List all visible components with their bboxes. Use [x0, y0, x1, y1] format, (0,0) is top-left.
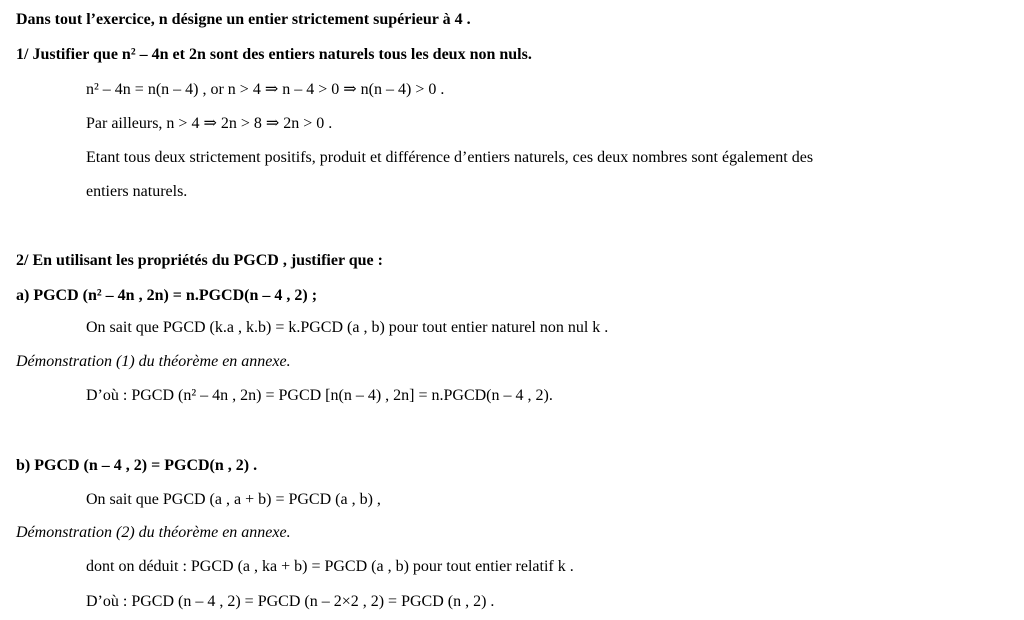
q1-line-3: Etant tous deux strictement positifs, produit et différence d’entiers naturels, ces deux nombres sont également des: [86, 149, 814, 166]
q2a-demo-note: Démonstration (1) du théorème en annexe.: [16, 353, 291, 370]
q2b-line-2: dont on déduit : PGCD (a , ka + b) = PGCD (a , b) pour tout entier relatif k .: [86, 558, 574, 575]
q2b-title: b) PGCD (n – 4 , 2) = PGCD(n , 2) .: [16, 457, 258, 474]
q1-line-2: Par ailleurs, n > 4 ⇒ 2n > 8 ⇒ 2n > 0 .: [86, 115, 333, 132]
question-2-title: 2/ En utilisant les propriétés du PGCD , justifier que :: [16, 252, 383, 269]
exercise-intro: Dans tout l’exercice, n désigne un entier strictement supérieur à 4 .: [16, 11, 471, 28]
q1-line-4: entiers naturels.: [86, 183, 188, 200]
q2b-line-3: D’où : PGCD (n – 4 , 2) = PGCD (n – 2×2 , 2) = PGCD (n , 2) .: [86, 593, 495, 610]
question-1-title: 1/ Justifier que n² – 4n et 2n sont des entiers naturels tous les deux non nuls.: [16, 46, 532, 63]
q2a-title: a) PGCD (n² – 4n , 2n) = n.PGCD(n – 4 , 2) ;: [16, 287, 318, 304]
q1-line-1: n² – 4n = n(n – 4) , or n > 4 ⇒ n – 4 > 0 ⇒ n(n – 4) > 0 .: [86, 81, 445, 98]
q2a-line-1: On sait que PGCD (k.a , k.b) = k.PGCD (a , b) pour tout entier naturel non nul k .: [86, 319, 609, 336]
q2b-line-1: On sait que PGCD (a , a + b) = PGCD (a , b) ,: [86, 491, 381, 508]
q2b-demo-note: Démonstration (2) du théorème en annexe.: [16, 524, 291, 541]
q2a-line-2: D’où : PGCD (n² – 4n , 2n) = PGCD [n(n – 4) , 2n] = n.PGCD(n – 4 , 2).: [86, 387, 553, 404]
